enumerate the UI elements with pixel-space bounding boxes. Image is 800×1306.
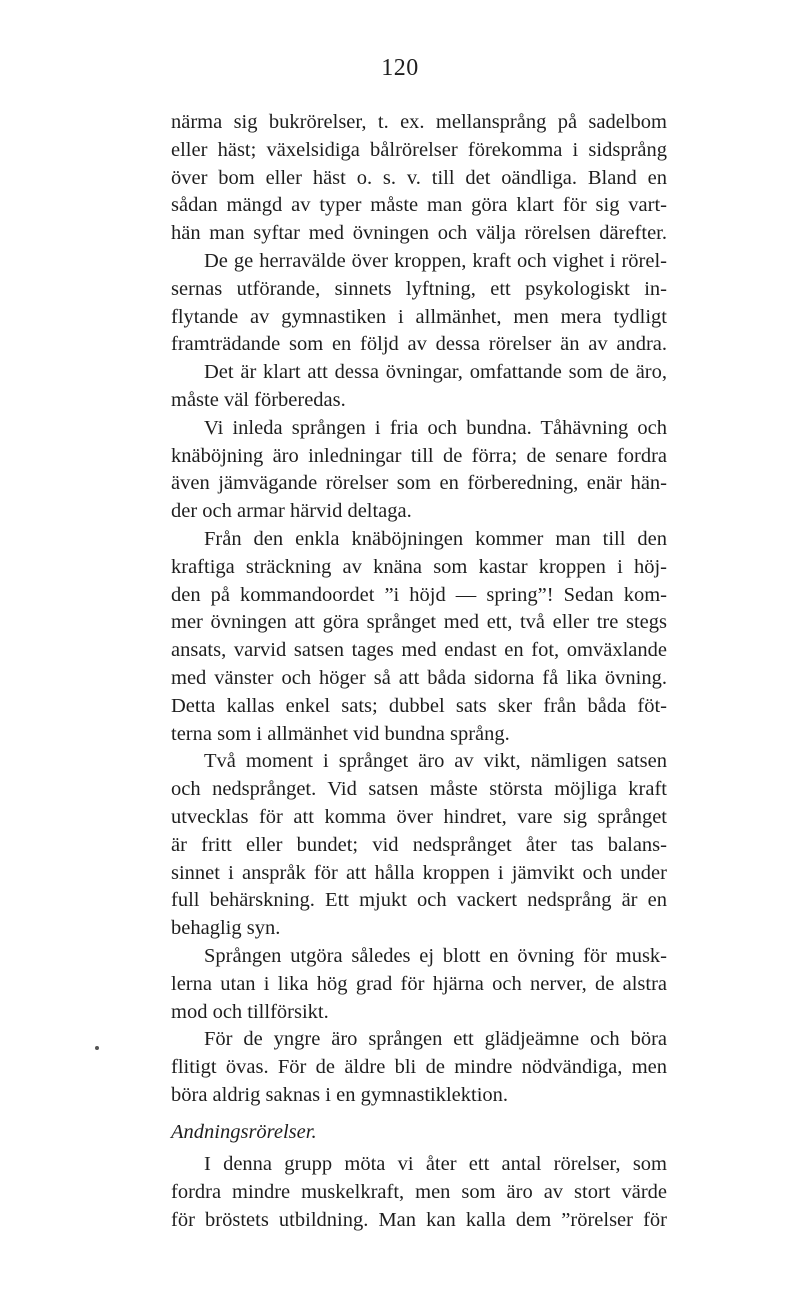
text-line: terna som i allmänhet vid bundna språng. bbox=[171, 722, 510, 745]
text-line: Detta kallas enkel sats; dubbel sats sker från båda föt- bbox=[171, 694, 667, 717]
text-line: Det är klart att dessa övningar, omfattande som de äro, bbox=[204, 361, 667, 384]
text-line: Vi inleda sprången i fria och bundna. Tåhävning och bbox=[204, 416, 667, 439]
text-line: med vänster och höger så att båda sidorna få lika övning. bbox=[171, 666, 667, 689]
text-line: utvecklas för att komma över hindret, vare sig språnget bbox=[171, 805, 667, 828]
text-line: hän man syftar med övningen och välja rörelsen därefter. bbox=[171, 222, 667, 245]
text-line: flytande av gymnastiken i allmänhet, men mera tydligt bbox=[171, 305, 667, 328]
text-line: sådan mängd av typer måste man göra klart för sig vart- bbox=[171, 194, 667, 217]
text-line: Två moment i språnget äro av vikt, nämligen satsen bbox=[204, 750, 667, 773]
text-line: mod och tillförsikt. bbox=[171, 1000, 329, 1023]
text-line: flitigt övas. För de äldre bli de mindre nödvändiga, men bbox=[171, 1056, 667, 1079]
text-line: är fritt eller bundet; vid nedsprånget åter tas balans- bbox=[171, 833, 667, 856]
text-line: över bom eller häst o. s. v. till det oändliga. Bland en bbox=[171, 166, 667, 189]
text-line: knäböjning äro inledningar till de förra; de senare fordra bbox=[171, 444, 667, 467]
text-line: Från den enkla knäböjningen kommer man till den bbox=[204, 527, 667, 550]
text-line: lerna utan i lika hög grad för hjärna och nerver, de alstra bbox=[171, 972, 667, 995]
ink-speck bbox=[95, 1046, 99, 1050]
text-line: fordra mindre muskelkraft, men som äro av stort värde bbox=[171, 1181, 667, 1204]
text-line: Sprången utgöra således ej blott en övning för musk- bbox=[204, 944, 667, 967]
text-line: mer övningen att göra språnget med ett, två eller tre stegs bbox=[171, 611, 667, 634]
body-text bbox=[171, 109, 667, 1235]
text-line: böra aldrig saknas i en gymnastiklektion. bbox=[171, 1083, 509, 1106]
text-line: kraftiga sträckning av knäna som kastar kroppen i höj- bbox=[171, 555, 667, 578]
text-line: och nedsprånget. Vid satsen måste största möjliga kraft bbox=[171, 778, 667, 801]
text-line: för bröstets utbildning. Man kan kalla dem ”rörelser för bbox=[171, 1209, 667, 1232]
text-line: För de yngre äro sprången ett glädjeämne och böra bbox=[204, 1028, 667, 1051]
text-line: närma sig bukrörelser, t. ex. mellansprång på sadelbom bbox=[171, 111, 667, 133]
text-line: sernas utförande, sinnets lyftning, ett psykologiskt in- bbox=[171, 277, 667, 300]
text-line: måste väl förberedas. bbox=[171, 388, 346, 411]
text-line: De ge herravälde över kroppen, kraft och vighet i rörel- bbox=[204, 249, 667, 272]
text-line: även jämvägande rörelser som en förberedning, enär hän- bbox=[171, 472, 667, 495]
text-line: framträdande som en följd av dessa rörelser än av andra. bbox=[171, 333, 667, 356]
page-number: 120 bbox=[381, 55, 419, 81]
text-line: I denna grupp möta vi åter ett antal rörelser, som bbox=[204, 1153, 667, 1176]
text-line: eller häst; växelsidiga bålrörelser förekomma i sidsprång bbox=[171, 138, 667, 161]
text-line: ansats, varvid satsen tages med endast en fot, omväxlande bbox=[171, 639, 667, 662]
text-line: behaglig syn. bbox=[171, 917, 281, 940]
section-heading: Andningsrörelser. bbox=[171, 1120, 317, 1143]
text-line: der och armar härvid deltaga. bbox=[171, 500, 412, 523]
text-line: sinnet i anspråk för att hålla kroppen i jämvikt och under bbox=[171, 861, 667, 884]
text-line: den på kommandoordet ”i höjd — spring”! Sedan kom- bbox=[171, 583, 667, 606]
text-line: full behärskning. Ett mjukt och vackert nedsprång är en bbox=[171, 889, 667, 912]
